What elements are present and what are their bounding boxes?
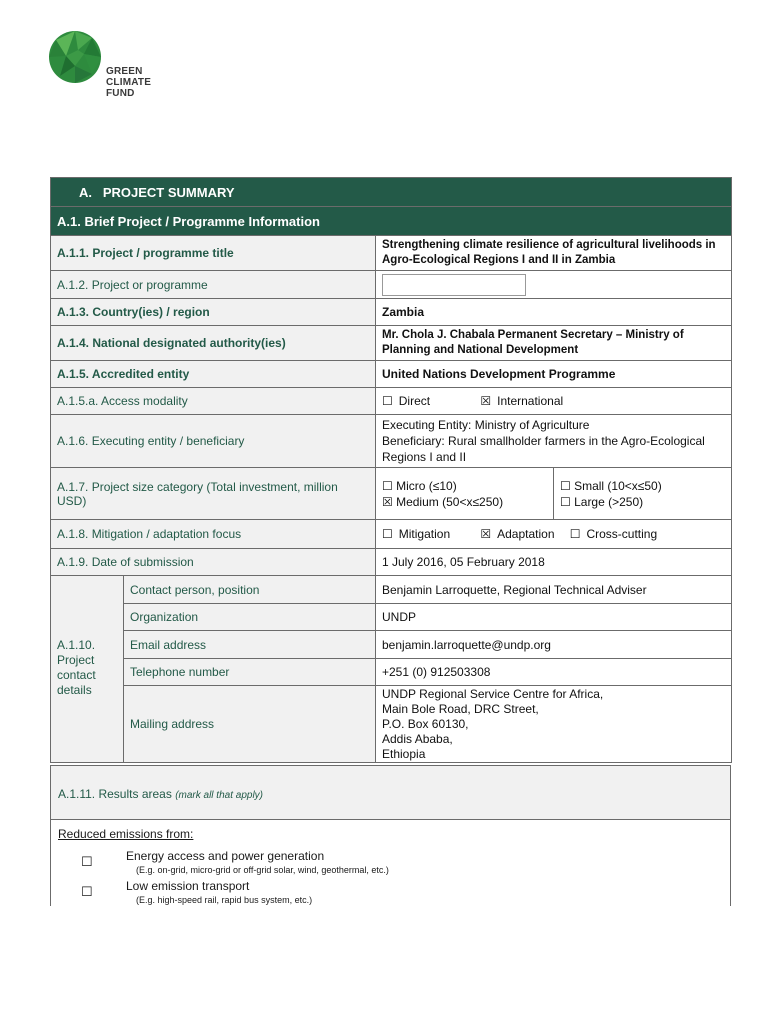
- value-telephone: +251 (0) 912503308: [376, 659, 732, 686]
- option-small[interactable]: ☐ Small (10<x≤50): [560, 478, 662, 493]
- logo-line-2: CLIMATE: [106, 77, 152, 88]
- subsection-header-row: [51, 207, 732, 236]
- label-project-title: A.1.1. Project / programme title: [51, 236, 376, 271]
- checkbox-mitigation[interactable]: ☐: [382, 527, 393, 541]
- label-contact-person: Contact person, position: [124, 576, 376, 604]
- section-letter: A.: [79, 184, 92, 200]
- label-project-type: A.1.2. Project or programme: [51, 271, 376, 299]
- logo-line-1: GREEN: [106, 66, 143, 77]
- project-type-field[interactable]: [382, 274, 526, 296]
- label-executing-entity: A.1.6. Executing entity / beneficiary: [51, 415, 376, 468]
- row-access-modality: [51, 388, 732, 415]
- results-item-title: Energy access and power generation: [126, 849, 325, 863]
- value-project-type: [376, 271, 732, 299]
- row-organization: [51, 604, 732, 631]
- value-project-title: Strengthening climate resilience of agricultural livelihoods in Agro-Ecological Regions I and II in Zambia: [376, 236, 732, 271]
- section-header-row: [51, 178, 732, 207]
- option-mitigation-label: Mitigation: [398, 527, 451, 541]
- subsection-title: A.1. Brief Project / Programme Information: [51, 207, 732, 236]
- value-executing-entity: [376, 415, 732, 468]
- label-mailing-address: Mailing address: [124, 686, 376, 763]
- address-line: Addis Ababa,: [382, 732, 453, 746]
- option-adaptation-label: Adaptation: [497, 527, 555, 541]
- value-mailing-address: [376, 686, 732, 763]
- label-focus: A.1.8. Mitigation / adaptation focus: [51, 520, 376, 549]
- gcf-globe-logo-icon: [48, 30, 104, 86]
- option-mitigation[interactable]: [382, 527, 477, 541]
- row-project-title: [51, 236, 732, 271]
- checkbox-adaptation[interactable]: ☒: [480, 527, 492, 541]
- results-item-example: (E.g. high-speed rail, rapid bus system, etc.): [136, 895, 313, 905]
- address-line: UNDP Regional Service Centre for Africa,: [382, 687, 604, 701]
- value-nda: Mr. Chola J. Chabala Permanent Secretary – Ministry of Planning and National Development: [376, 326, 732, 361]
- gcf-logo: [48, 30, 168, 102]
- value-access-modality: [376, 388, 732, 415]
- section-title-text: PROJECT SUMMARY: [102, 184, 235, 200]
- results-item-example: (E.g. on-grid, micro-grid or off-grid solar, wind, geothermal, etc.): [136, 865, 389, 875]
- option-cross-cutting[interactable]: [570, 527, 657, 541]
- label-access-modality: A.1.5.a. Access modality: [51, 388, 376, 415]
- option-cross-cutting-label: Cross-cutting: [586, 527, 658, 541]
- option-medium[interactable]: ☒ Medium (50<x≤250): [382, 494, 504, 509]
- option-adaptation[interactable]: [480, 527, 566, 541]
- checkbox-international[interactable]: ☒: [480, 394, 492, 408]
- row-email: [51, 631, 732, 659]
- value-organization: UNDP: [376, 604, 732, 631]
- option-direct-label: Direct: [398, 394, 431, 408]
- option-international-label: International: [497, 394, 564, 408]
- results-item: [51, 879, 730, 906]
- address-line: Ethiopia: [382, 747, 426, 761]
- row-country: [51, 299, 732, 326]
- size-options-left: [376, 468, 554, 520]
- label-project-size: A.1.7. Project size category (Total investment, million USD): [51, 468, 376, 520]
- label-nda: A.1.4. National designated authority(ies): [51, 326, 376, 361]
- address-line: P.O. Box 60130,: [382, 717, 469, 731]
- results-areas-header: [51, 766, 730, 820]
- option-direct[interactable]: [382, 394, 477, 408]
- row-nda: [51, 326, 732, 361]
- address-line: Main Bole Road, DRC Street,: [382, 702, 539, 716]
- value-contact-person: Benjamin Larroquette, Regional Technical Adviser: [376, 576, 732, 604]
- results-subheading: Reduced emissions from:: [58, 827, 194, 841]
- row-project-type: [51, 271, 732, 299]
- option-large[interactable]: ☐ Large (>250): [560, 494, 644, 509]
- label-date: A.1.9. Date of submission: [51, 549, 376, 576]
- label-contact-details: A.1.10. Project contact details: [51, 576, 124, 763]
- row-mailing-address: [51, 686, 732, 763]
- label-telephone: Telephone number: [124, 659, 376, 686]
- label-organization: Organization: [124, 604, 376, 631]
- project-summary-table: [50, 177, 732, 763]
- value-date: 1 July 2016, 05 February 2018: [376, 549, 732, 576]
- results-checkbox[interactable]: ☐: [81, 884, 93, 899]
- label-email: Email address: [124, 631, 376, 659]
- row-date: [51, 549, 732, 576]
- option-micro[interactable]: ☐ Micro (≤10): [382, 478, 457, 493]
- row-project-size: [51, 468, 732, 520]
- size-options-right: [554, 468, 732, 520]
- results-item-title: Low emission transport: [126, 879, 250, 893]
- value-accredited-entity: United Nations Development Programme: [376, 361, 732, 388]
- section-title: [51, 178, 732, 207]
- results-areas-section: [50, 765, 731, 906]
- value-focus: [376, 520, 732, 549]
- value-country: Zambia: [376, 299, 732, 326]
- row-focus: [51, 520, 732, 549]
- row-executing-entity: [51, 415, 732, 468]
- label-accredited-entity: A.1.5. Accredited entity: [51, 361, 376, 388]
- option-international[interactable]: [480, 394, 563, 408]
- logo-line-3: FUND: [106, 88, 135, 99]
- results-areas-note: (mark all that apply): [175, 790, 263, 801]
- results-areas-title: A.1.11. Results areas: [58, 787, 172, 801]
- results-checkbox[interactable]: ☐: [81, 854, 93, 869]
- checkbox-cross-cutting[interactable]: ☐: [569, 527, 581, 541]
- row-accredited-entity: [51, 361, 732, 388]
- checkbox-direct[interactable]: ☐: [382, 394, 393, 408]
- results-item: [51, 849, 730, 879]
- label-country: A.1.3. Country(ies) / region: [51, 299, 376, 326]
- row-telephone: [51, 659, 732, 686]
- value-email[interactable]: benjamin.larroquette@undp.org: [376, 631, 732, 659]
- row-contact-person: [51, 576, 732, 604]
- beneficiary-line: Beneficiary: Rural smallholder farmers in the Agro-Ecological Regions I and II: [382, 434, 705, 464]
- executing-entity-line: Executing Entity: Ministry of Agriculture: [382, 418, 590, 432]
